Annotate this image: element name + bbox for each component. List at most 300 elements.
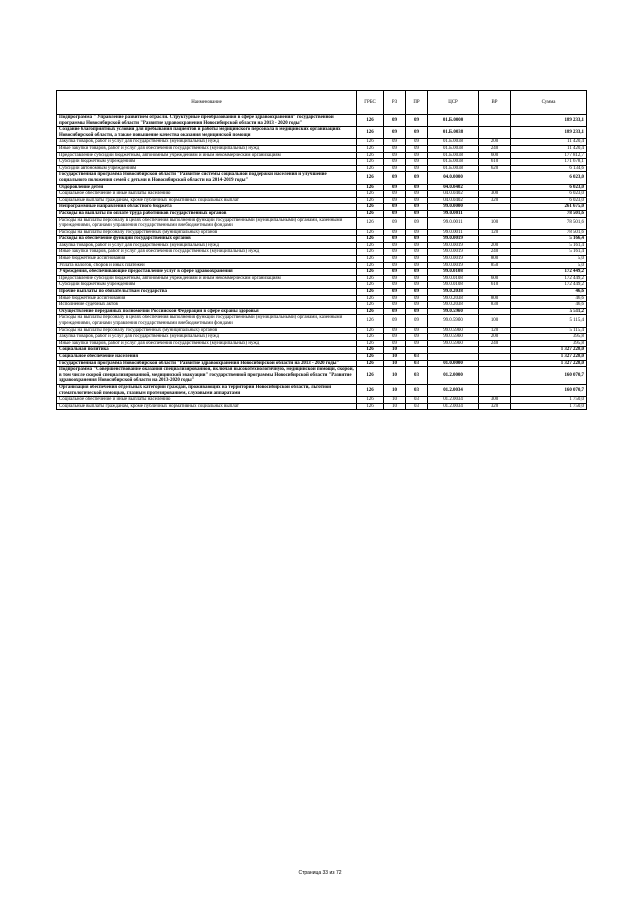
- cell-pr: 09: [406, 236, 428, 243]
- cell-rz: 09: [384, 210, 406, 217]
- table-row: [57, 242, 587, 249]
- cell-rz: 09: [384, 275, 406, 282]
- cell-name: Государственная программа Новосибирской области "Развитие системы социальной поддержки населения и улучшение социального положения семей с детьми в Новосибирской области на 2014-2019 годы": [57, 172, 357, 184]
- cell-grbs: 126: [357, 197, 384, 204]
- cell-grbs: 126: [357, 384, 384, 396]
- cell-grbs: 126: [357, 308, 384, 315]
- table-row: [57, 210, 587, 217]
- cell-sum: 1 327 228,0: [511, 347, 587, 354]
- cell-pr: 09: [406, 289, 428, 296]
- cell-name: Иные бюджетные ассигнования: [57, 256, 357, 263]
- cell-sum: 78 501,6: [511, 229, 587, 236]
- cell-sum: 1 327 228,0: [511, 360, 587, 367]
- cell-pr: [406, 347, 428, 354]
- cell-rz: 09: [384, 315, 406, 327]
- cell-name: Оздоровление детей: [57, 184, 357, 191]
- cell-pr: 09: [406, 145, 428, 152]
- cell-pr: 09: [406, 256, 428, 263]
- table-row: [57, 269, 587, 276]
- cell-grbs: 126: [357, 397, 384, 404]
- cell-vr: 850: [479, 262, 511, 269]
- cell-csr: 01.Б.0038: [428, 127, 479, 139]
- cell-csr: 99.0.0019: [428, 249, 479, 256]
- cell-vr: 320: [479, 197, 511, 204]
- cell-rz: 10: [384, 403, 406, 410]
- cell-name: Социальная политика: [57, 347, 357, 354]
- cell-pr: 09: [406, 159, 428, 166]
- cell-csr: 99.0.59б0: [428, 315, 479, 327]
- cell-sum: 5 115,4: [511, 315, 587, 327]
- table-row: [57, 191, 587, 198]
- cell-csr: 01.2.0034: [428, 397, 479, 404]
- table-row: [57, 229, 587, 236]
- cell-name: Осуществление переданных полномочий Российской Федерации в сфере охраны здоровья: [57, 308, 357, 315]
- cell-rz: 09: [384, 282, 406, 289]
- cell-pr: 09: [406, 191, 428, 198]
- cell-vr: 240: [479, 145, 511, 152]
- cell-sum: 1 750,0: [511, 403, 587, 410]
- cell-vr: [479, 210, 511, 217]
- table-row: [57, 197, 587, 204]
- cell-vr: [479, 172, 511, 184]
- table-row: [57, 360, 587, 367]
- cell-grbs: 126: [357, 242, 384, 249]
- cell-rz: 09: [384, 139, 406, 146]
- cell-pr: 09: [406, 139, 428, 146]
- cell-grbs: 126: [357, 184, 384, 191]
- cell-grbs: 126: [357, 165, 384, 172]
- cell-csr: 01.Б.0038: [428, 159, 479, 166]
- cell-pr: 09: [406, 127, 428, 139]
- cell-csr: 99.0.0108: [428, 282, 479, 289]
- cell-rz: 09: [384, 191, 406, 198]
- cell-pr: 09: [406, 184, 428, 191]
- cell-grbs: 126: [357, 115, 384, 127]
- header-sum: Сумма: [511, 91, 587, 115]
- cell-name: Создание благоприятных условий для пребывания пациентов и работы медицинского персонала в медицинских организациях Новосибирской области, а также повышение качества оказания медицинской помощи: [57, 127, 357, 139]
- cell-vr: 200: [479, 139, 511, 146]
- cell-grbs: 126: [357, 236, 384, 243]
- cell-grbs: 126: [357, 217, 384, 229]
- cell-csr: [428, 353, 479, 360]
- cell-pr: 09: [406, 204, 428, 211]
- cell-sum: 5 161,4: [511, 242, 587, 249]
- cell-pr: 09: [406, 269, 428, 276]
- header-name: Наименование: [57, 91, 357, 115]
- cell-sum: 5 511,2: [511, 308, 587, 315]
- cell-grbs: 126: [357, 229, 384, 236]
- cell-sum: 261 675,0: [511, 204, 587, 211]
- table-row: [57, 308, 587, 315]
- cell-sum: 1 750,0: [511, 397, 587, 404]
- cell-grbs: 126: [357, 289, 384, 296]
- cell-name: Закупка товаров, работ и услуг для государственных (муниципальных) нужд: [57, 334, 357, 341]
- cell-sum: 172 449,2: [511, 282, 587, 289]
- table-row: [57, 295, 587, 302]
- header-rz: РЗ: [384, 91, 406, 115]
- cell-sum: 46,6: [511, 289, 587, 296]
- cell-sum: 5,0: [511, 262, 587, 269]
- cell-rz: 09: [384, 308, 406, 315]
- header-pr: ПР: [406, 91, 428, 115]
- cell-rz: 10: [384, 397, 406, 404]
- cell-rz: 10: [384, 353, 406, 360]
- cell-grbs: 126: [357, 249, 384, 256]
- cell-name: Предоставление субсидий бюджетным, автономным учреждениям и иным некоммерческим организациям: [57, 152, 357, 159]
- cell-csr: 04.0.0000: [428, 172, 479, 184]
- cell-csr: 99.0.0011: [428, 210, 479, 217]
- table-row: [57, 139, 587, 146]
- cell-rz: 09: [384, 327, 406, 334]
- cell-rz: 09: [384, 184, 406, 191]
- cell-grbs: 126: [357, 145, 384, 152]
- cell-sum: 395,8: [511, 334, 587, 341]
- cell-sum: 172 449,2: [511, 275, 587, 282]
- table-row: [57, 204, 587, 211]
- cell-name: Уплата налогов, сборов и иных платежей: [57, 262, 357, 269]
- cell-pr: 09: [406, 340, 428, 347]
- cell-pr: 03: [406, 397, 428, 404]
- cell-grbs: 126: [357, 315, 384, 327]
- cell-name: Расходы на выплаты персоналу в целях обеспечения выполнения функций государственными (муниципальными) органами, казенными учреждениями, органами управления государственными внебюджетными фондами: [57, 315, 357, 327]
- cell-vr: 800: [479, 295, 511, 302]
- cell-sum: 6 023,0: [511, 191, 587, 198]
- cell-csr: 01.2.0000: [428, 367, 479, 385]
- cell-name: Иные бюджетные ассигнования: [57, 295, 357, 302]
- cell-rz: 09: [384, 204, 406, 211]
- cell-rz: 09: [384, 229, 406, 236]
- cell-csr: 99.0.0011: [428, 229, 479, 236]
- cell-csr: [428, 347, 479, 354]
- cell-vr: [479, 269, 511, 276]
- cell-vr: [479, 204, 511, 211]
- cell-name: Организация обеспечения отдельных категорий граждан, проживающих на территории Новосибирской области, льготной стоматологической помощью, глазным протезированием, слуховыми аппаратами: [57, 384, 357, 396]
- cell-csr: 99.0.2038: [428, 302, 479, 309]
- cell-grbs: 126: [357, 282, 384, 289]
- cell-pr: 09: [406, 275, 428, 282]
- cell-sum: 1 327 228,0: [511, 353, 587, 360]
- cell-sum: 78 501,6: [511, 217, 587, 229]
- cell-sum: 6 023,0: [511, 197, 587, 204]
- cell-rz: 09: [384, 152, 406, 159]
- cell-sum: 6 023,0: [511, 172, 587, 184]
- cell-vr: [479, 127, 511, 139]
- cell-name: Расходы на обеспечение функций государственных органов: [57, 236, 357, 243]
- cell-grbs: 126: [357, 353, 384, 360]
- table-row: [57, 152, 587, 159]
- cell-vr: [479, 115, 511, 127]
- cell-name: Исполнение судебных актов: [57, 302, 357, 309]
- cell-sum: 189 233,1: [511, 127, 587, 139]
- cell-grbs: 126: [357, 152, 384, 159]
- cell-grbs: 126: [357, 256, 384, 263]
- cell-vr: 300: [479, 397, 511, 404]
- cell-rz: 10: [384, 367, 406, 385]
- cell-name: Социальное обеспечение и иные выплаты населению: [57, 191, 357, 198]
- table-row: [57, 165, 587, 172]
- cell-pr: 09: [406, 295, 428, 302]
- table-row: [57, 262, 587, 269]
- table-row: [57, 256, 587, 263]
- cell-rz: 09: [384, 197, 406, 204]
- header-grbs: ГРБС: [357, 91, 384, 115]
- cell-grbs: 126: [357, 210, 384, 217]
- cell-vr: 100: [479, 217, 511, 229]
- table-row: [57, 236, 587, 243]
- cell-pr: 09: [406, 115, 428, 127]
- cell-vr: [479, 360, 511, 367]
- table-row: [57, 367, 587, 385]
- cell-csr: 99.0.0019: [428, 256, 479, 263]
- header-csr: ЦСР: [428, 91, 479, 115]
- cell-csr: 99.0.0108: [428, 269, 479, 276]
- cell-sum: 5,0: [511, 256, 587, 263]
- cell-pr: 03: [406, 384, 428, 396]
- cell-name: Прочие выплаты по обязательствам государства: [57, 289, 357, 296]
- cell-name: Предоставление субсидий бюджетным, автономным учреждениям и иным некоммерческим организациям: [57, 275, 357, 282]
- cell-name: Расходы на выплаты персоналу государственных (муниципальных) органов: [57, 327, 357, 334]
- cell-rz: 09: [384, 249, 406, 256]
- cell-rz: 09: [384, 145, 406, 152]
- cell-vr: 320: [479, 403, 511, 410]
- cell-grbs: 126: [357, 172, 384, 184]
- cell-csr: 01.2.0034: [428, 403, 479, 410]
- cell-name: Непрограммные направления областного бюджета: [57, 204, 357, 211]
- cell-grbs: 126: [357, 139, 384, 146]
- cell-csr: 99.0.59б0: [428, 340, 479, 347]
- cell-grbs: 126: [357, 191, 384, 198]
- cell-rz: 09: [384, 334, 406, 341]
- cell-grbs: 126: [357, 275, 384, 282]
- table-row: [57, 327, 587, 334]
- cell-sum: 172 449,2: [511, 269, 587, 276]
- cell-vr: 800: [479, 256, 511, 263]
- cell-csr: 99.0.0108: [428, 275, 479, 282]
- cell-vr: [479, 236, 511, 243]
- cell-grbs: 126: [357, 334, 384, 341]
- table-row: [57, 302, 587, 309]
- cell-rz: 09: [384, 127, 406, 139]
- cell-name: Расходы на выплаты персоналу государственных (муниципальных) органов: [57, 229, 357, 236]
- cell-rz: 10: [384, 360, 406, 367]
- cell-csr: 99.0.0019: [428, 236, 479, 243]
- cell-name: Иные закупки товаров, работ и услуг для обеспечения государственных (муниципальных) нужд: [57, 249, 357, 256]
- cell-vr: 120: [479, 327, 511, 334]
- table-row: [57, 282, 587, 289]
- cell-name: Закупка товаров, работ и услуг для государственных (муниципальных) нужд: [57, 242, 357, 249]
- table-row: [57, 334, 587, 341]
- cell-pr: 09: [406, 315, 428, 327]
- cell-csr: 99.0.2038: [428, 289, 479, 296]
- cell-sum: 160 070,7: [511, 367, 587, 385]
- cell-name: Государственная программа Новосибирской области "Развитие здравоохранения Новосибирской области на 2013 - 2020 годы": [57, 360, 357, 367]
- cell-name: Подпрограмма " Управление развитием отрасли. Структурные преобразования в сфере здравоохранения" государственной программы Новосибирской области "Развитие здравоохранения Новосибирской области на 2013 - 2020 годы": [57, 115, 357, 127]
- cell-name: Социальные выплаты гражданам, кроме публичных нормативных социальных выплат: [57, 403, 357, 410]
- cell-vr: 100: [479, 315, 511, 327]
- cell-csr: 99.0.59б0: [428, 334, 479, 341]
- cell-name: Подпрограмма "Совершенствование оказания специализированной, включая высокотехнологичную, медицинской помощи, скорой, в том числе скорой специализированной, медицинской эвакуации" государственной программы Новосибирской области "Развитие здравоохранения Новосибирской области на 2013-2020 годы": [57, 367, 357, 385]
- cell-vr: 600: [479, 275, 511, 282]
- table-header-row: [57, 91, 587, 115]
- cell-csr: 99.0.59б0: [428, 308, 479, 315]
- cell-vr: [479, 184, 511, 191]
- cell-vr: 240: [479, 249, 511, 256]
- cell-vr: 600: [479, 152, 511, 159]
- cell-vr: 200: [479, 334, 511, 341]
- cell-grbs: 126: [357, 302, 384, 309]
- cell-rz: 09: [384, 242, 406, 249]
- cell-pr: 09: [406, 282, 428, 289]
- cell-name: Социальные выплаты гражданам, кроме публичных нормативных социальных выплат: [57, 197, 357, 204]
- cell-name: Социальное обеспечение и иные выплаты населению: [57, 397, 357, 404]
- cell-sum: 6 134,6: [511, 165, 587, 172]
- cell-rz: 09: [384, 115, 406, 127]
- cell-pr: 09: [406, 249, 428, 256]
- cell-sum: 46,6: [511, 295, 587, 302]
- cell-rz: 09: [384, 269, 406, 276]
- cell-sum: 6 023,0: [511, 184, 587, 191]
- cell-csr: 01.0.0000: [428, 360, 479, 367]
- cell-sum: 46,6: [511, 302, 587, 309]
- cell-pr: 03: [406, 353, 428, 360]
- cell-grbs: 126: [357, 269, 384, 276]
- cell-rz: 09: [384, 165, 406, 172]
- cell-csr: 01.Б.0000: [428, 115, 479, 127]
- cell-name: Расходы на выплаты персоналу в целях обеспечения выполнения функций государственными (муниципальными) органами, казенными учреждениями, органами управления государственными внебюджетными фондами: [57, 217, 357, 229]
- cell-pr: 09: [406, 327, 428, 334]
- cell-vr: 620: [479, 165, 511, 172]
- cell-csr: 99.0.0019: [428, 242, 479, 249]
- cell-csr: 01.Б.0038: [428, 165, 479, 172]
- cell-grbs: 126: [357, 327, 384, 334]
- cell-name: Субсидии автономным учреждениям: [57, 165, 357, 172]
- cell-sum: 5 161,4: [511, 249, 587, 256]
- table-row: [57, 384, 587, 396]
- cell-sum: 395,8: [511, 340, 587, 347]
- cell-name: Субсидии бюджетным учреждениям: [57, 159, 357, 166]
- cell-rz: 09: [384, 172, 406, 184]
- cell-rz: 09: [384, 295, 406, 302]
- table-row: [57, 172, 587, 184]
- cell-csr: 99.0.0000: [428, 204, 479, 211]
- cell-sum: 171 678,1: [511, 159, 587, 166]
- cell-rz: 09: [384, 340, 406, 347]
- table-row: [57, 127, 587, 139]
- table-body: [57, 115, 587, 410]
- cell-rz: 09: [384, 236, 406, 243]
- header-vr: ВР: [479, 91, 511, 115]
- cell-vr: [479, 347, 511, 354]
- table-row: [57, 347, 587, 354]
- cell-rz: 10: [384, 347, 406, 354]
- cell-grbs: 126: [357, 403, 384, 410]
- budget-table: [56, 90, 587, 410]
- cell-grbs: 126: [357, 127, 384, 139]
- table-row: [57, 397, 587, 404]
- table-row: [57, 315, 587, 327]
- cell-vr: 120: [479, 229, 511, 236]
- cell-sum: 160 070,7: [511, 384, 587, 396]
- cell-grbs: 126: [357, 295, 384, 302]
- table-row: [57, 249, 587, 256]
- page-number: Страница 33 из 72: [298, 870, 342, 876]
- table-row: [57, 353, 587, 360]
- cell-vr: 300: [479, 191, 511, 198]
- cell-csr: 04.0.0402: [428, 197, 479, 204]
- cell-csr: 04.0.0402: [428, 184, 479, 191]
- cell-pr: 09: [406, 308, 428, 315]
- cell-rz: 10: [384, 384, 406, 396]
- table-row: [57, 159, 587, 166]
- cell-vr: 610: [479, 159, 511, 166]
- cell-vr: 200: [479, 242, 511, 249]
- cell-pr: 09: [406, 334, 428, 341]
- cell-csr: 99.0.0011: [428, 217, 479, 229]
- cell-csr: 99.0.2038: [428, 295, 479, 302]
- cell-name: Иные закупки товаров, работ и услуг для обеспечения государственных (муниципальных) нужд: [57, 340, 357, 347]
- cell-name: Закупка товаров, работ и услуг для государственных (муниципальных) нужд: [57, 139, 357, 146]
- cell-name: Социальное обеспечение населения: [57, 353, 357, 360]
- cell-pr: 03: [406, 367, 428, 385]
- cell-pr: 03: [406, 403, 428, 410]
- cell-sum: 189 233,1: [511, 115, 587, 127]
- cell-sum: 5 115,4: [511, 327, 587, 334]
- cell-rz: 09: [384, 262, 406, 269]
- cell-grbs: 126: [357, 204, 384, 211]
- table-row: [57, 340, 587, 347]
- cell-sum: 11 420,4: [511, 145, 587, 152]
- cell-pr: 09: [406, 152, 428, 159]
- cell-pr: 09: [406, 217, 428, 229]
- cell-name: Учреждения, обеспечивающие предоставление услуг в сфере здравоохранения: [57, 269, 357, 276]
- cell-grbs: 126: [357, 367, 384, 385]
- cell-vr: 240: [479, 340, 511, 347]
- cell-rz: 09: [384, 302, 406, 309]
- cell-csr: 04.0.0402: [428, 191, 479, 198]
- cell-vr: [479, 353, 511, 360]
- table-row: [57, 217, 587, 229]
- cell-csr: 01.2.0034: [428, 384, 479, 396]
- cell-vr: [479, 384, 511, 396]
- cell-sum: 11 420,4: [511, 139, 587, 146]
- cell-pr: 09: [406, 229, 428, 236]
- cell-pr: 09: [406, 165, 428, 172]
- table-row: [57, 289, 587, 296]
- cell-sum: 177 812,7: [511, 152, 587, 159]
- cell-sum: 78 501,6: [511, 210, 587, 217]
- cell-name: Субсидии бюджетным учреждениям: [57, 282, 357, 289]
- cell-rz: 09: [384, 159, 406, 166]
- cell-pr: 09: [406, 210, 428, 217]
- cell-vr: 830: [479, 302, 511, 309]
- table-row: [57, 145, 587, 152]
- cell-csr: 01.Б.0038: [428, 145, 479, 152]
- cell-vr: [479, 308, 511, 315]
- cell-sum: 5 166,4: [511, 236, 587, 243]
- cell-name: Расходы на выплаты по оплате труда работников государственных органов: [57, 210, 357, 217]
- cell-pr: 09: [406, 242, 428, 249]
- table-row: [57, 184, 587, 191]
- cell-grbs: 126: [357, 262, 384, 269]
- cell-csr: 01.Б.0038: [428, 139, 479, 146]
- cell-grbs: 126: [357, 340, 384, 347]
- cell-vr: [479, 289, 511, 296]
- cell-grbs: 126: [357, 347, 384, 354]
- table-row: [57, 115, 587, 127]
- cell-rz: 09: [384, 289, 406, 296]
- cell-csr: 99.0.59б0: [428, 327, 479, 334]
- cell-csr: 01.Б.0038: [428, 152, 479, 159]
